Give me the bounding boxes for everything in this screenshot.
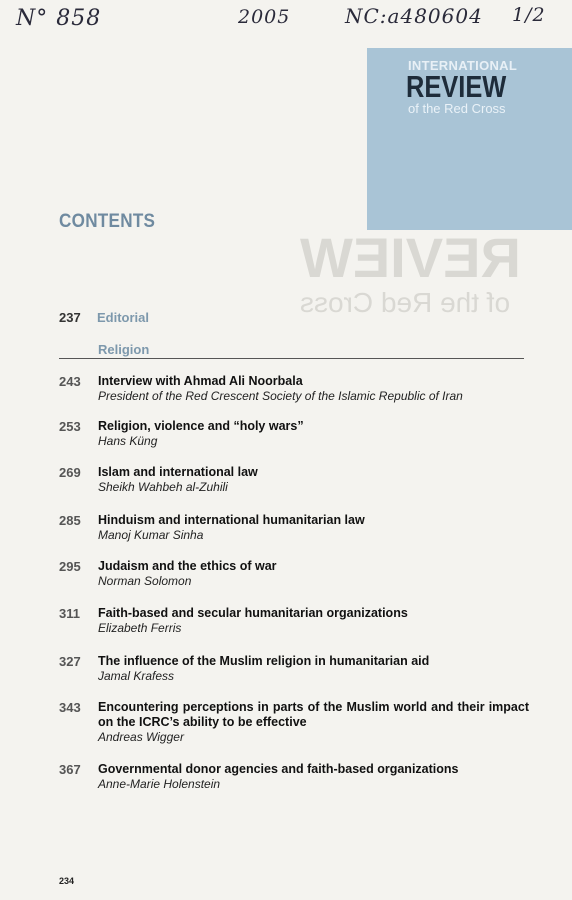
entry-page-number: 243: [59, 374, 81, 389]
entry-title: Judaism and the ethics of war: [98, 559, 277, 573]
entry-page-number: 343: [59, 700, 81, 715]
toc-entry: [59, 654, 529, 684]
entry-author: Sheikh Wahbeh al-Zuhili: [98, 480, 228, 494]
entry-title: Governmental donor agencies and faith-based organizations: [98, 762, 459, 776]
toc-entry: [59, 419, 529, 449]
entry-page-number: 269: [59, 465, 81, 480]
section-label-religion: Religion: [98, 342, 150, 357]
entry-title: Interview with Ahmad Ali Noorbala: [98, 374, 303, 388]
toc-entry: [59, 374, 529, 404]
masthead-line-1: INTERNATIONAL: [408, 58, 518, 73]
entry-page-number: 327: [59, 654, 81, 669]
page-title: CONTENTS: [59, 211, 156, 232]
entry-page-number: 285: [59, 513, 81, 528]
entry-title: Encountering perceptions in parts of the Muslim world and their impact on the ICRC’s ability to be effective: [98, 700, 529, 729]
toc-entry: [59, 465, 529, 495]
entry-title: The influence of the Muslim religion in humanitarian aid: [98, 654, 430, 668]
show-through-ghost-text: [300, 228, 560, 318]
entry-author: Manoj Kumar Sinha: [98, 528, 204, 542]
section-divider: [59, 358, 524, 359]
handwritten-note-number: N° 858: [16, 6, 102, 31]
entry-author: Jamal Krafess: [98, 669, 175, 683]
entry-author: Elizabeth Ferris: [98, 621, 182, 635]
entry-author: Norman Solomon: [98, 574, 192, 588]
entry-author: Hans Küng: [98, 434, 158, 448]
ghost-line-2: of the Red Cross: [300, 287, 511, 318]
entry-page-number: 311: [59, 606, 80, 621]
editorial-label: Editorial: [97, 310, 150, 325]
masthead-line-2: REVIEW: [406, 69, 507, 104]
toc-editorial: [59, 310, 149, 325]
handwritten-note-part: 1/2: [512, 4, 546, 26]
entry-page-number: 295: [59, 559, 81, 574]
journal-masthead: [367, 48, 572, 230]
ghost-line-1: REVIEW: [300, 226, 521, 289]
entry-author: President of the Red Crescent Society of the Islamic Republic of Iran: [98, 389, 463, 403]
entry-page-number: 253: [59, 419, 81, 434]
entry-title: Islam and international law: [98, 465, 258, 479]
entry-title: Faith-based and secular humanitarian organizations: [98, 606, 408, 620]
editorial-page-number: 237: [59, 310, 81, 325]
entry-author: Andreas Wigger: [98, 730, 184, 744]
handwritten-note-year: 2005: [238, 6, 291, 28]
masthead-line-3: of the Red Cross: [408, 101, 506, 116]
page-folio-number: 234: [59, 876, 75, 886]
toc-entry: [59, 700, 529, 745]
entry-title: Hinduism and international humanitarian law: [98, 513, 365, 527]
toc-entry: [59, 559, 529, 589]
toc-entry: [59, 513, 529, 543]
entry-title: Religion, violence and “holy wars”: [98, 419, 304, 433]
toc-entry: [59, 762, 529, 792]
entry-page-number: 367: [59, 762, 81, 777]
toc-entry: [59, 606, 529, 636]
entry-author: Anne-Marie Holenstein: [98, 777, 221, 791]
handwritten-note-catalog: NC:a480604: [345, 4, 483, 28]
